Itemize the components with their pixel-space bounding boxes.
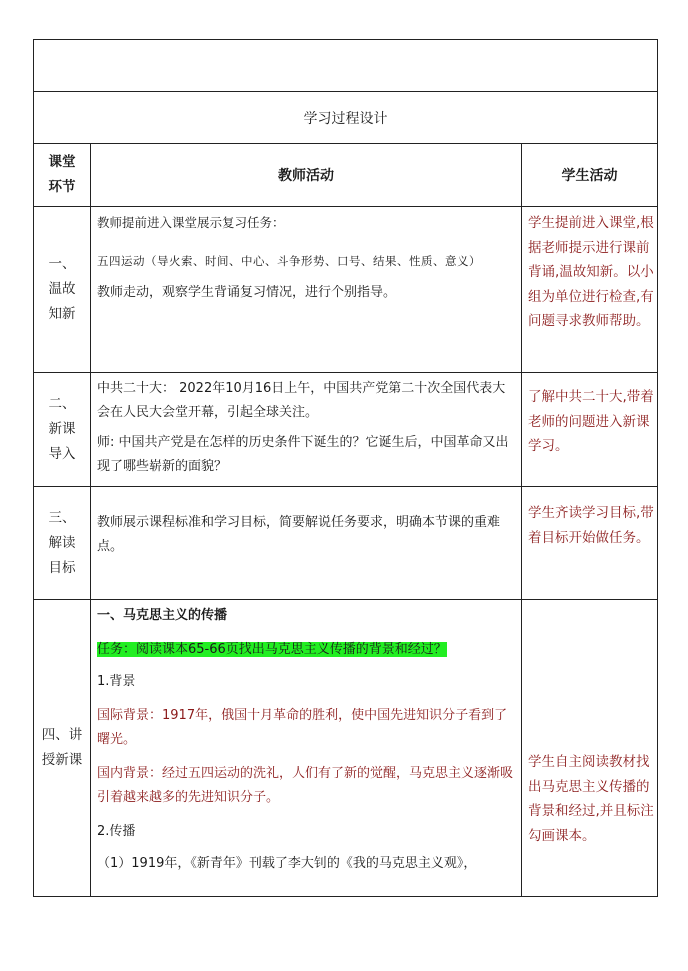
header-stage: 课堂 环节 bbox=[34, 144, 91, 207]
table-row bbox=[34, 373, 658, 487]
student-activity-cell: 学生齐读学习目标,带着目标开始做任务。 bbox=[522, 487, 658, 600]
lesson-plan-page bbox=[33, 39, 657, 896]
table-title: 学习过程设计 bbox=[34, 92, 658, 144]
stage-cell: 三、 解读 目标 bbox=[34, 487, 91, 600]
section-heading: 一、马克思主义的传播 bbox=[97, 608, 228, 623]
stage-cell: 一、 温故 知新 bbox=[34, 207, 91, 373]
teacher-activity-cell: 教师展示课程标准和学习目标，简要解说任务要求，明确本节课的重难点。 bbox=[91, 487, 522, 600]
teacher-activity-cell: 一、马克思主义的传播 任务：阅读课本65-66页找出马克思主义传播的背景和经过？ 1.背景 国际背景：1917年，俄国十月革命的胜利，使中国先进知识分子看到了曙光。 国内背景：经过五四运动的洗礼，人们有了新的觉醒，马克思主义逐渐吸引着越来越多的先进知识分子。 2.传播 （1）1919年，《新青年》刊载了李大钊的《我的马克思主义观》， bbox=[91, 600, 522, 897]
lesson-design-table bbox=[33, 39, 658, 897]
header-teacher: 教师活动 bbox=[91, 144, 522, 207]
stage-cell: 四、讲 授新课 bbox=[34, 600, 91, 897]
teacher-activity-cell: 中共二十大： 2022年10月16日上午，中国共产党第二十次全国代表大会在人民大会堂开幕，引起全球关注。 师: 中国共产党是在怎样的历史条件下诞生的？它诞生后，中国革命又出现了哪些崭新的面貌？ bbox=[91, 373, 522, 487]
table-row bbox=[34, 207, 658, 373]
title-row bbox=[34, 92, 658, 144]
blank-row bbox=[34, 40, 658, 92]
teacher-activity-cell: 教师提前进入课堂展示复习任务： 五四运动（导火索、时间、中心、斗争形势、口号、结果、性质、意义） 教师走动，观察学生背诵复习情况，进行个别指导。 bbox=[91, 207, 522, 373]
header-row bbox=[34, 144, 658, 207]
blank-cell bbox=[34, 40, 658, 92]
student-activity-cell: 学生提前进入课堂,根据老师提示进行课前背诵,温故知新。以小组为单位进行检查,有问题寻求教师帮助。 bbox=[522, 207, 658, 373]
table-row bbox=[34, 487, 658, 600]
header-student: 学生活动 bbox=[522, 144, 658, 207]
student-activity-cell: 了解中共二十大,带着老师的问题进入新课学习。 bbox=[522, 373, 658, 487]
task-highlight: 任务：阅读课本65-66页找出马克思主义传播的背景和经过？ bbox=[97, 642, 447, 657]
stage-cell: 二、 新课 导入 bbox=[34, 373, 91, 487]
table-row bbox=[34, 600, 658, 897]
student-activity-cell: 学生自主阅读教材找出马克思主义传播的背景和经过,并且标注勾画课本。 bbox=[522, 600, 658, 897]
